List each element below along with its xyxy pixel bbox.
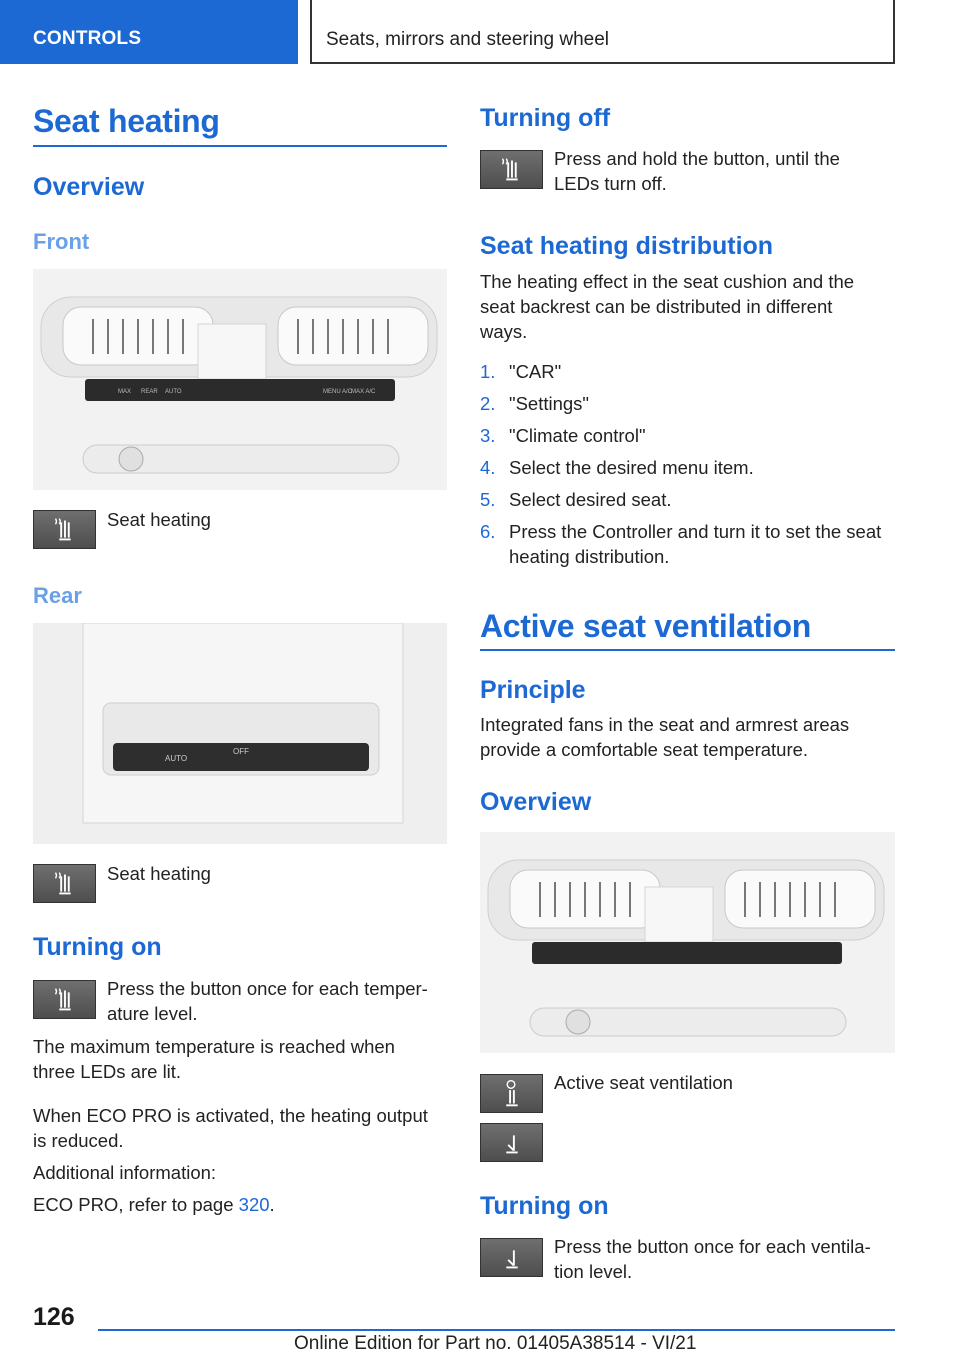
step-number: 1.	[480, 361, 496, 382]
step-label: "Climate control"	[509, 425, 646, 446]
ventilation-caption: Active seat ventilation	[554, 1072, 733, 1093]
seat-heating-off-icon	[480, 150, 543, 189]
eco-reference-end: .	[269, 1194, 275, 1215]
turning-on-text-2: ature level.	[107, 1003, 198, 1024]
seat-ventilation-armrest-icon	[480, 1123, 543, 1162]
chapter-label: Seats, mirrors and steering wheel	[326, 29, 610, 50]
list-item	[480, 487, 895, 512]
footer-rule	[98, 1329, 895, 1331]
edition-text: Online Edition for Part no. 01405A38514 - VI/21	[294, 1333, 697, 1354]
overview-heading: Overview	[33, 173, 145, 201]
turning-off-heading: Turning off	[480, 104, 611, 132]
step-label: Press the Controller and turn it to set the seat	[509, 521, 882, 542]
distribution-text-1: The heating effect in the seat cushion and the	[480, 271, 855, 292]
step-number: 3.	[480, 425, 496, 446]
principle-text-1: Integrated fans in the seat and armrest areas	[480, 714, 850, 735]
ventilation-overview-heading: Overview	[480, 788, 592, 816]
front-panel-label-max: MAX	[118, 389, 132, 395]
page-number: 126	[33, 1303, 75, 1331]
list-item	[480, 455, 895, 480]
turning-on-text-1: Press the button once for each temper-	[107, 978, 428, 999]
ventilation-console-image	[480, 832, 895, 1053]
step-number: 2.	[480, 393, 496, 414]
eco-page-link[interactable]: 320	[238, 1194, 270, 1215]
max-temp-text-2: three LEDs are lit.	[33, 1061, 182, 1082]
seat-heating-icon	[33, 510, 96, 549]
seat-ventilation-on-icon	[480, 1238, 543, 1277]
distribution-text-2: seat backrest can be distributed in different	[480, 296, 833, 317]
rear-console-image	[33, 623, 447, 844]
list-item	[480, 519, 895, 544]
turning-on-heading: Turning on	[33, 933, 162, 961]
step-label: "Settings"	[509, 393, 589, 414]
eco-text-2: is reduced.	[33, 1130, 124, 1151]
list-item	[480, 391, 895, 416]
step-number: 4.	[480, 457, 496, 478]
seat-heating-rear-icon	[33, 864, 96, 903]
step-label: Select the desired menu item.	[509, 457, 754, 478]
max-temp-text-1: The maximum temperature is reached when	[33, 1036, 395, 1057]
list-item	[480, 359, 895, 384]
rear-panel-label-off: OFF	[233, 747, 249, 756]
principle-heading: Principle	[480, 676, 586, 704]
ventilation-rule	[480, 649, 895, 651]
step-label: "CAR"	[509, 361, 562, 382]
turning-off-text-2: LEDs turn off.	[554, 173, 667, 194]
front-console-image	[33, 269, 447, 490]
seat-ventilation-icon	[480, 1074, 543, 1113]
ventilation-turning-on-heading: Turning on	[480, 1192, 609, 1220]
step-6-continuation: heating distribution.	[509, 546, 670, 567]
front-panel-label-auto: AUTO	[165, 389, 182, 395]
section-tab	[0, 0, 298, 64]
ventilation-on-text-1: Press the button once for each ventila-	[554, 1236, 871, 1257]
distribution-text-3: ways.	[480, 321, 528, 342]
rear-caption: Seat heating	[107, 863, 211, 884]
front-panel-label-maxac: MAX A/C	[351, 389, 376, 395]
eco-reference	[33, 1192, 275, 1217]
ventilation-on-text-2: tion level.	[554, 1261, 633, 1282]
distribution-heading: Seat heating distribution	[480, 232, 774, 260]
rear-heading: Rear	[33, 583, 82, 608]
additional-info: Additional information:	[33, 1162, 217, 1183]
eco-text-1: When ECO PRO is activated, the heating output	[33, 1105, 428, 1126]
chapter-header	[310, 0, 895, 64]
step-label: Select desired seat.	[509, 489, 672, 510]
step-number: 6.	[480, 521, 496, 542]
ventilation-title: Active seat ventilation	[480, 608, 811, 644]
front-heading: Front	[33, 229, 90, 254]
turning-off-text-1: Press and hold the button, until the	[554, 148, 840, 169]
front-panel-label-rear: REAR	[141, 389, 158, 395]
list-item	[480, 423, 895, 448]
step-number: 5.	[480, 489, 496, 510]
front-panel-label-menu: MENU A/C	[323, 389, 353, 395]
seat-heating-on-icon	[33, 980, 96, 1019]
eco-reference-text: ECO PRO, refer to page	[33, 1194, 239, 1215]
section-label: CONTROLS	[33, 28, 142, 49]
principle-text-2: provide a comfortable seat temperature.	[480, 739, 809, 760]
title-rule	[33, 145, 447, 147]
page-title: Seat heating	[33, 103, 220, 139]
rear-panel-label-auto: AUTO	[165, 754, 188, 763]
front-caption: Seat heating	[107, 509, 211, 530]
